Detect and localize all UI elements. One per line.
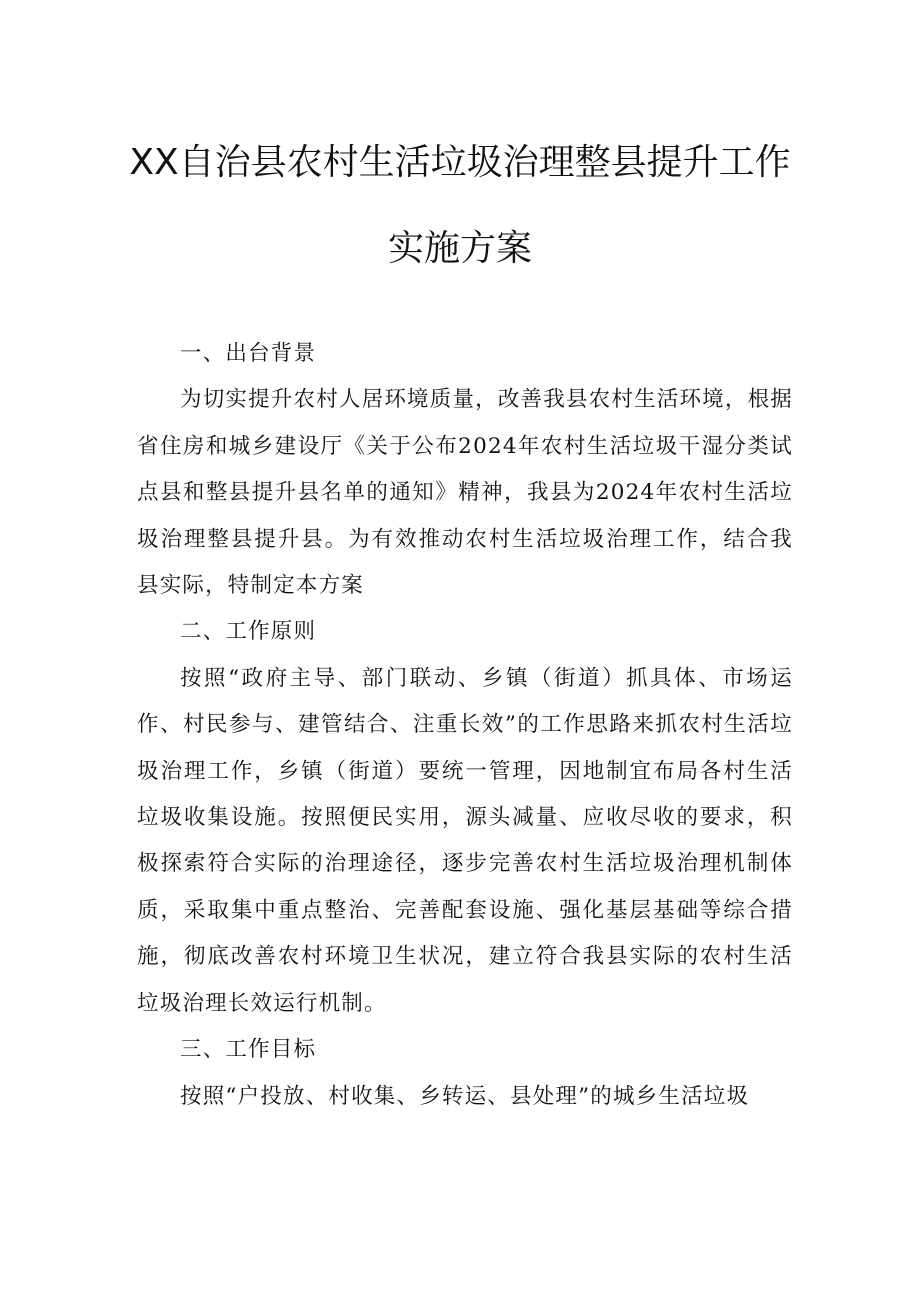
document-body [137,331,793,1120]
section-heading-principles: 二、工作原则 [180,619,317,645]
section-paragraph-goals: 按照“户投放、村收集、乡转运、县处理”的城乡生活垃圾 [180,1083,750,1109]
section-paragraph-background: 为切实提升农村人居环境质量，改善我县农村生活环境，根据省住房和城乡建设厅《关于公布2024年农村生活垃圾干湿分类试点县和整县提升县名单的通知》精神，我县为2024年农村生活垃圾治理整县提升县。为有效推动农村生活垃圾治理工作，结合我县实际，特制定本方案 [137,387,793,599]
section-heading-goals: 三、工作目标 [180,1037,317,1063]
section-paragraph-principles: 按照“政府主导、部门联动、乡镇（街道）抓具体、市场运作、村民参与、建管结合、注重长效”的工作思路来抓农村生活垃圾治理工作，乡镇（街道）要统一管理，因地制宜布局各村生活垃圾收集设施。按照便民实用，源头减量、应收尽收的要求，积极探索符合实际的治理途径，逐步完善农村生活垃圾治理机制体质，采取集中重点整治、完善配套设施、强化基层基础等综合措施，彻底改善农村环境卫生状况，建立符合我县实际的农村生活垃圾治理长效运行机制。 [137,665,793,1016]
document-title-line-1: XX自治县农村生活垃圾治理整县提升工作 [129,142,791,183]
document-title-line-2: 实施方案 [387,228,532,269]
section-heading-background: 一、出台背景 [180,341,317,366]
